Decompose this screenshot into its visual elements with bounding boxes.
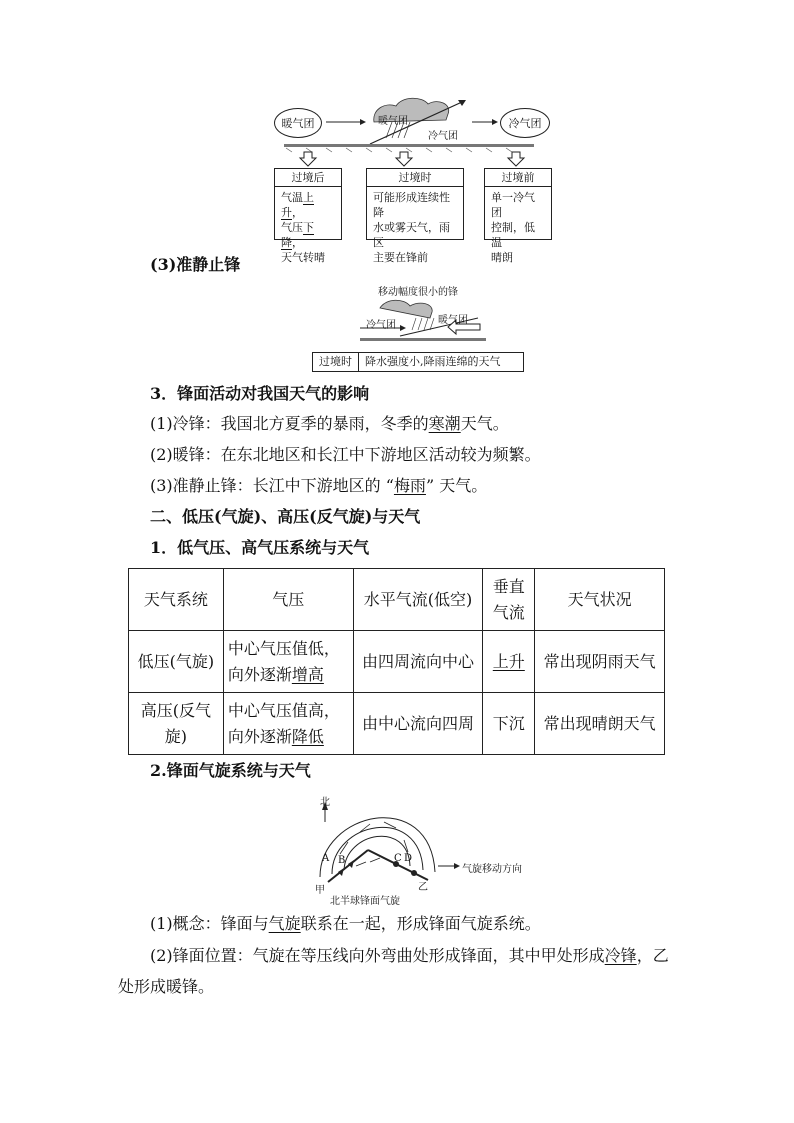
pressure-systems-heading: 1．低气压、高气压系统与天气 xyxy=(150,538,370,557)
table-row: 低压(气旋) 中心气压值低， 向外逐渐增高 由四周流向中心 上升 常出现阴雨天气 xyxy=(129,631,665,693)
quasi-passing-box: 过境时 降水强度小,降雨连绵的天气 xyxy=(312,352,524,372)
table-header-cell: 垂直 气流 xyxy=(483,569,535,631)
section3-heading: 3．锋面活动对我国天气的影响 xyxy=(150,384,370,403)
after-passing-box: 过境后 气温上升， 气压下降， 天气转晴 xyxy=(274,168,342,240)
during-passing-box: 过境时 可能形成连续性降 水或雾天气，雨区 主要在锋前 xyxy=(366,168,464,240)
front-position-text-line2: 处形成暖锋。 xyxy=(118,977,215,996)
cold-air-mass-center-label: 冷气团 xyxy=(428,131,458,142)
front-position-text: (2)锋面位置：气旋在等压线向外弯曲处形成锋面，其中甲处形成冷锋，乙 xyxy=(150,946,669,965)
table-row: 高压(反气 旋) 中心气压值高， 向外逐渐降低 由中心流向四周 下沉 常出现晴朗天气 xyxy=(129,693,665,755)
section-two-heading: 二、低压(气旋)、高压(反气旋)与天气 xyxy=(150,507,421,526)
jia-label: 甲 xyxy=(315,885,325,896)
warm-air-mass-center-label: 暖气团 xyxy=(378,116,408,127)
point-d-label: D xyxy=(404,853,413,864)
cyclone-graphic xyxy=(310,792,490,892)
quasi-cold-air-label: 冷气团 xyxy=(366,320,396,331)
yi-label: 乙 xyxy=(418,882,428,893)
table-header-cell: 天气系统 xyxy=(129,569,224,631)
table-header-cell: 气压 xyxy=(223,569,353,631)
movement-direction-label: 气旋移动方向 xyxy=(462,864,522,875)
table-header-row xyxy=(129,569,665,631)
table-header-cell: 水平气流(低空) xyxy=(353,569,483,631)
quasi-diagram-title: 移动幅度很小的锋 xyxy=(378,287,458,298)
warm-air-mass-oval: 暖气团 xyxy=(274,108,322,138)
cold-air-mass-oval: 冷气团 xyxy=(500,108,550,138)
table-header-cell: 天气状况 xyxy=(535,569,665,631)
quasi-front-heading: (3)准静止锋 xyxy=(150,255,241,274)
cold-front-impact: (1)冷锋：我国北方夏季的暴雨，冬季的寒潮天气。 xyxy=(150,414,509,433)
quasi-warm-air-label: 暖气团 xyxy=(438,315,468,326)
north-label: 北 xyxy=(320,797,330,808)
cyclone-caption: 北半球锋面气旋 xyxy=(330,896,400,907)
point-c-label: C xyxy=(394,853,402,864)
warm-front-impact: (2)暖锋：在东北地区和长江中下游地区活动较为频繁。 xyxy=(150,445,541,464)
concept-text: (1)概念：锋面与气旋联系在一起，形成锋面气旋系统。 xyxy=(150,914,541,933)
cyclone-heading: 2.锋面气旋系统与天气 xyxy=(150,761,311,780)
pressure-weather-table xyxy=(128,568,665,755)
quasi-front-impact: (3)准静止锋：长江中下游地区的 “梅雨” 天气。 xyxy=(150,476,488,495)
point-b-label: B xyxy=(338,855,346,866)
before-passing-box: 过境前 单一冷气团 控制，低温 晴朗 xyxy=(484,168,552,240)
point-a-label: A xyxy=(322,853,330,864)
warm-front-graphic xyxy=(262,92,552,170)
